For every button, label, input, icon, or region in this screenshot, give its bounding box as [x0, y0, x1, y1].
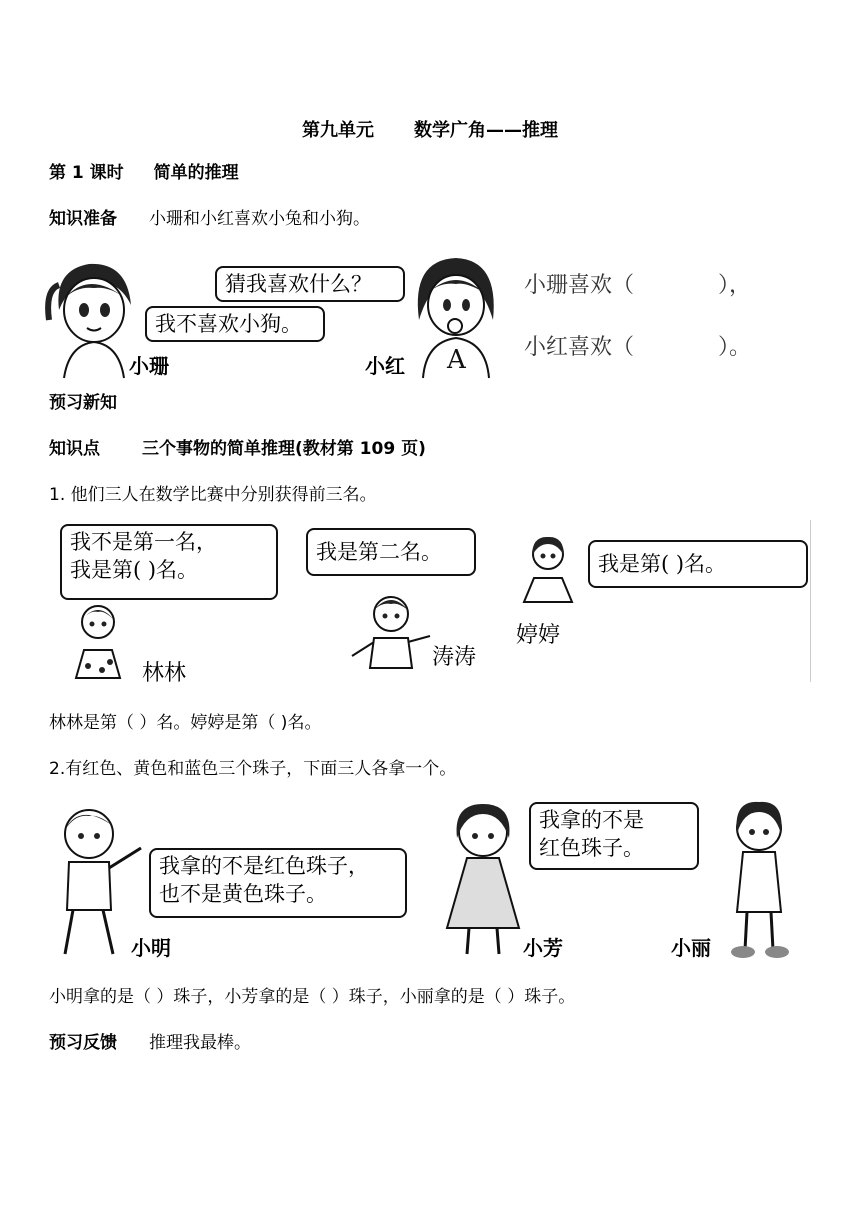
name-ming: 小明: [131, 936, 171, 960]
lesson-number: 第 1 课时: [49, 163, 124, 183]
bubble-ting: 我是第( )名。: [588, 540, 808, 588]
boy-tao-illustration: [346, 590, 436, 670]
q1-text: 1. 他们三人在数学比赛中分别获得前三名。: [49, 485, 377, 505]
name-hong: 小红: [365, 354, 405, 378]
knowledge-text: 三个事物的简单推理(教材第 109 页): [142, 439, 426, 459]
answer-shan: [524, 268, 751, 299]
feedback-line: [49, 1032, 251, 1054]
bubble-ming-line2: 也不是黄色珠子。: [159, 882, 327, 906]
girl-hong-illustration: [411, 250, 501, 378]
figure-competition: [56, 520, 811, 686]
answer-hong-suffix: ）。: [718, 335, 752, 360]
lesson-heading: [49, 162, 239, 184]
name-ting: 婷婷: [516, 623, 561, 648]
bubble-fang-line2: 红色珠子。: [539, 836, 644, 860]
lesson-name: 简单的推理: [153, 163, 239, 183]
feedback-text: 推理我最棒。: [149, 1033, 251, 1053]
prep-text: 小珊和小红喜欢小兔和小狗。: [149, 209, 370, 229]
bubble-ming-line1: 我拿的不是红色珠子，: [159, 854, 369, 878]
name-fang: 小芳: [523, 936, 563, 960]
figure-shan-hong: [49, 250, 499, 378]
bubble-lin: [60, 524, 278, 600]
unit-title-left: 第九单元: [302, 120, 374, 141]
bubble-lin-line2: 我是第( )名。: [70, 558, 199, 582]
answer-shan-suffix: ），: [718, 273, 752, 298]
girl-ting-illustration: [518, 534, 578, 604]
name-tao: 涛涛: [432, 645, 477, 670]
bubble-tao: 我是第二名。: [306, 528, 476, 576]
name-li: 小丽: [671, 936, 711, 960]
answer-hong-prefix: 小红喜欢（: [524, 335, 635, 360]
shirt-letter: A: [447, 345, 466, 375]
bubble-shan: 我不喜欢小狗。: [145, 306, 325, 342]
girl-lin-illustration: [70, 600, 130, 680]
bubble-ming: [149, 848, 407, 918]
name-shan: 小珊: [129, 354, 169, 378]
bubble-lin-line1: 我不是第一名，: [70, 530, 217, 554]
preview-heading: 预习新知: [49, 393, 117, 413]
answer-hong: [524, 330, 751, 361]
bubble-hong: 猜我喜欢什么？: [215, 266, 405, 302]
prep-label: 知识准备: [49, 209, 117, 229]
q2-answer: 小明拿的是（ ）珠子，小芳拿的是（ ）珠子，小丽拿的是（ ）珠子。: [49, 987, 576, 1007]
girl-fang-illustration: [439, 798, 529, 962]
unit-title-right: 数学广角——推理: [414, 120, 558, 141]
bubble-fang: [529, 802, 699, 870]
answer-shan-prefix: 小珊喜欢（: [524, 273, 635, 298]
q2-text: 2.有红色、黄色和蓝色三个珠子，下面三人各拿一个。: [49, 759, 457, 779]
girl-li-illustration: [725, 798, 795, 962]
knowledge-line: [49, 438, 426, 460]
figure-beads: [49, 798, 795, 962]
feedback-label: 预习反馈: [49, 1033, 117, 1053]
prep-line: [49, 208, 370, 230]
name-lin: 林林: [142, 661, 187, 686]
bubble-fang-line1: 我拿的不是: [539, 808, 644, 832]
unit-title: [0, 116, 860, 142]
q1-answer: 林林是第（ ）名。婷婷是第（ )名。: [49, 713, 322, 733]
knowledge-label: 知识点: [49, 439, 100, 459]
